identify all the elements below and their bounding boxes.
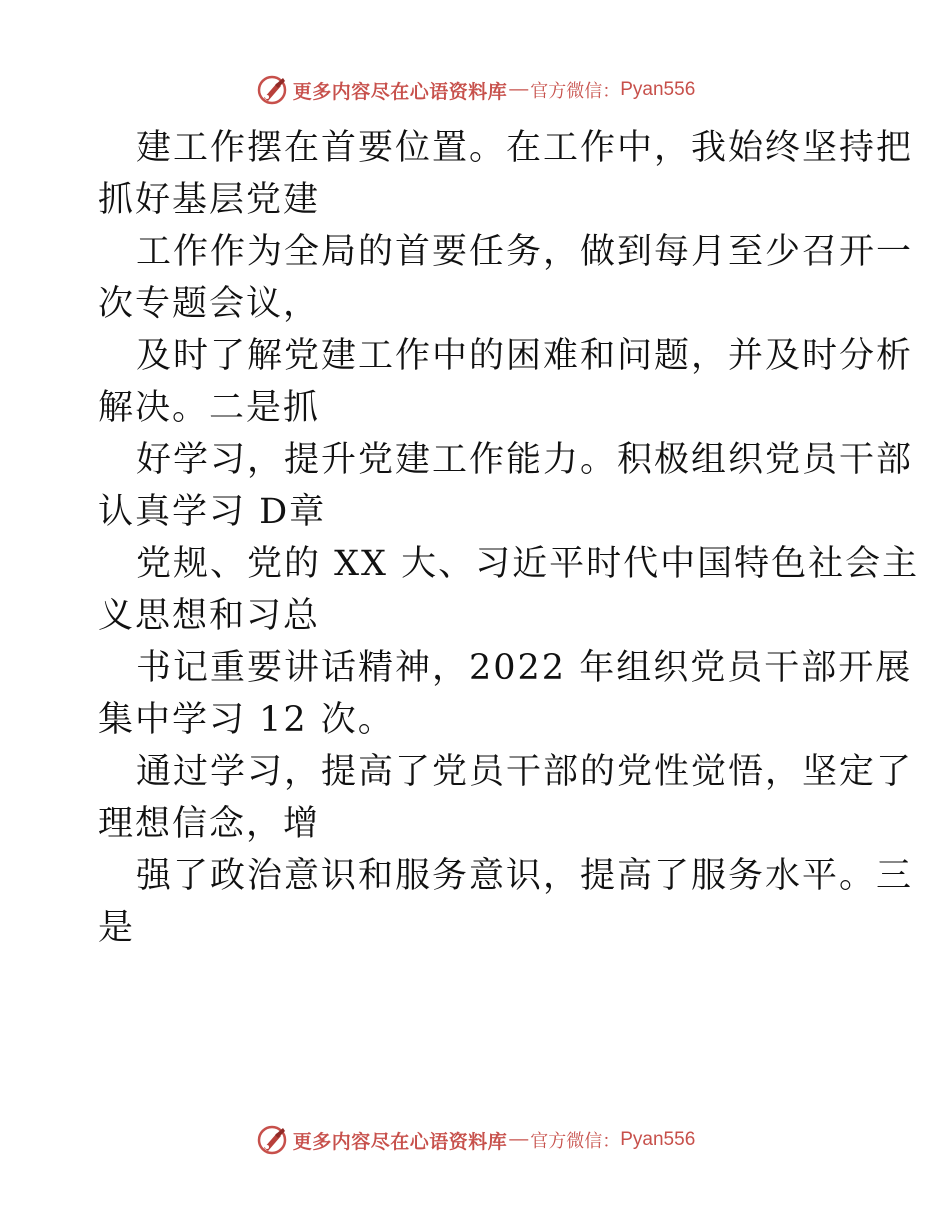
text-line: 是 [98,908,136,948]
text-line: 党规、党的 XX 大、习近平时代中国特色社会主 [136,544,920,584]
wechat-id: Pyan556 [620,1129,696,1150]
text-line: 通过学习，提高了党员干部的党性觉悟，坚定了 [136,752,914,792]
wechat-label: 官方微信： [530,1131,621,1152]
text-line: 好学习，提升党建工作能力。积极组织党员干部 [136,440,914,480]
text-line: 理想信念，增 [98,804,321,844]
text-line: 义思想和习总 [98,596,321,636]
wechat-label: 官方微信： [530,81,621,102]
text-line: 建工作摆在首要位置。在工作中，我始终坚持把 [136,128,914,168]
text-line: 认真学习 D章 [98,492,327,532]
text-line: 次专题会议， [98,284,321,324]
site-name-text: 更多内容尽在心语资料库 [292,80,508,103]
text-line: 解决。二是抓 [98,388,321,428]
document-body [98,122,920,954]
banner-dash: — [509,1129,529,1150]
site-name-text: 更多内容尽在心语资料库 [292,1130,508,1153]
wechat-id: Pyan556 [620,79,696,100]
text-line: 书记重要讲话精神，2022 年组织党员干部开展 [136,648,913,688]
footer-banner [0,1120,950,1160]
header-banner [0,70,950,110]
text-line: 工作作为全局的首要任务，做到每月至少召开一 [136,232,914,272]
pen-nib-logo-icon [255,1123,289,1157]
text-line: 强了政治意识和服务意识，提高了服务水平。三 [136,856,914,896]
text-line: 集中学习 12 次。 [98,700,395,740]
pen-nib-logo-icon [255,73,289,107]
text-line: 抓好基层党建 [98,180,321,220]
banner-dash: — [509,79,529,100]
text-line: 及时了解党建工作中的困难和问题，并及时分析 [136,336,914,376]
